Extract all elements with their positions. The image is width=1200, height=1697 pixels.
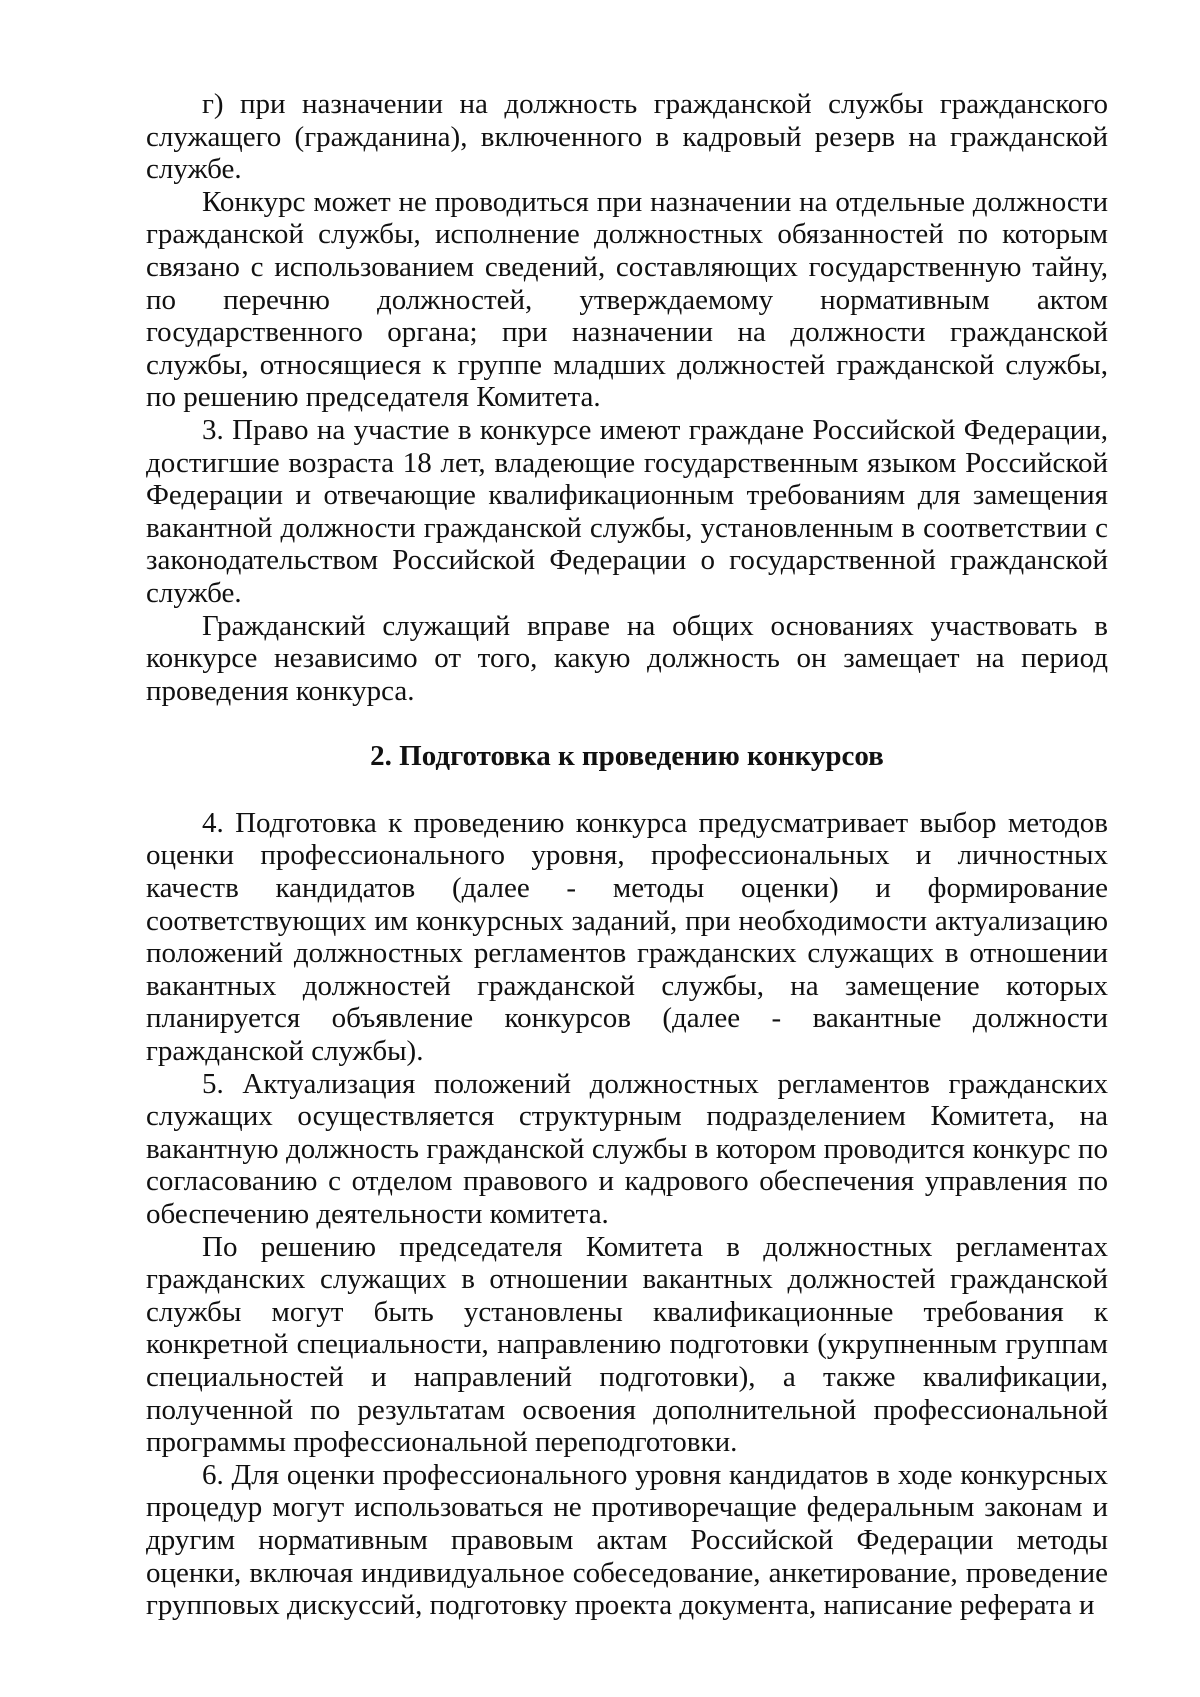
paragraph-item-3: 3. Право на участие в конкурсе имеют граждане Российской Федерации, достигшие возраста 18 лет, владеющие государственным языком Российской Федерации и отвечающие квалификационным требованиям для замещения вакантной должности гражданской службы, установленным в соответствии с законодательством Российской Федерации о государственной гражданской службе. [146, 413, 1108, 609]
paragraph-competition-exemption: Конкурс может не проводиться при назначении на отдельные должности гражданской службы, исполнение должностных обязанностей по которым связано с использованием сведений, составляющих государственную тайну, по перечню должностей, утверждаемому нормативным актом государственного органа; при назначении на должности гражданской службы, относящиеся к группе младших должностей гражданской службы, по решению председателя Комитета. [146, 185, 1108, 414]
paragraph-item-4: 4. Подготовка к проведению конкурса предусматривает выбор методов оценки профессионального уровня, профессиональных и личностных качеств кандидатов (далее - методы оценки) и формирование соответствующих им конкурсных заданий, при необходимости актуализацию положений должностных регламентов гражданских служащих в отношении вакантных должностей гражданской службы, на замещение которых планируется объявление конкурсов (далее - вакантные должности гражданской службы). [146, 806, 1108, 1068]
document-page [146, 88, 1108, 1622]
paragraph-item-5: 5. Актуализация положений должностных регламентов гражданских служащих осуществляется структурным подразделением Комитета, на вакантную должность гражданской службы в котором проводится конкурс по согласованию с отделом правового и кадрового обеспечения управления по обеспечению деятельности комитета. [146, 1067, 1108, 1230]
paragraph-civil-servant-right: Гражданский служащий вправе на общих основаниях участвовать в конкурсе независимо от того, какую должность он замещает на период проведения конкурса. [146, 609, 1108, 707]
section-heading: 2. Подготовка к проведению конкурсов [370, 740, 884, 773]
paragraph-item-g: г) при назначении на должность гражданской службы гражданского служащего (гражданина), включенного в кадровый резерв на гражданской службе. [146, 88, 1108, 186]
paragraph-item-6: 6. Для оценки профессионального уровня кандидатов в ходе конкурсных процедур могут использоваться не противоречащие федеральным законам и другим нормативным правовым актам Российской Федерации методы оценки, включая индивидуальное собеседование, анкетирование, проведение групповых дискуссий, подготовку проекта документа, написание реферата и [146, 1458, 1108, 1622]
paragraph-chairman-decision: По решению председателя Комитета в должностных регламентах гражданских служащих в отношении вакантных должностей гражданской службы могут быть установлены квалификационные требования к конкретной специальности, направлению подготовки (укрупненным группам специальностей и направлений подготовки), а также квалификации, полученной по результатам освоения дополнительной профессиональной программы профессиональной переподготовки. [146, 1230, 1108, 1459]
